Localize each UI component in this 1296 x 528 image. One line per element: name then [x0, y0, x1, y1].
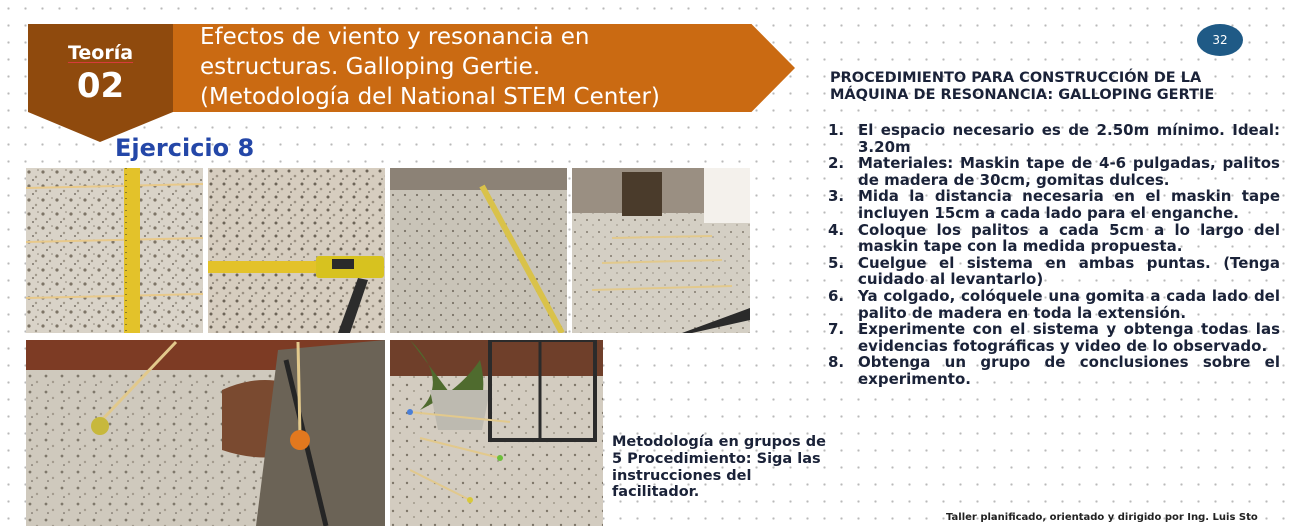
step-number: 8. — [828, 353, 845, 372]
page-number-badge: 32 — [1197, 24, 1243, 56]
step-text: Coloque los palitos a cada 5cm a lo largo del maskin tape con la medida propuesta. — [858, 220, 1280, 256]
slide-title-line-3: (Metodología del National STEM Center) — [200, 84, 660, 110]
photo-hanging-system-plant — [390, 340, 603, 526]
procedure-step — [828, 255, 1280, 288]
theory-badge-number: 02 — [76, 66, 125, 106]
slide-title — [200, 22, 770, 112]
procedure-step — [828, 222, 1280, 255]
procedure-step — [828, 122, 1280, 155]
step-text: Obtenga un grupo de conclusiones sobre el experimento. — [858, 353, 1280, 388]
photo-stick-candy-pot — [26, 340, 385, 526]
procedure-step — [828, 155, 1280, 188]
theory-badge-label: Teoría — [67, 42, 134, 64]
photo-tape-measure-closeup-image — [208, 168, 385, 333]
step-text: Mida la distancia necesaria en el maskin tape incluyen 15cm a cada lado para el enganche. — [858, 187, 1280, 222]
step-text: El espacio necesario es de 2.50m mínimo. Ideal: 3.20m — [858, 121, 1280, 156]
procedure-step — [828, 354, 1280, 387]
photo-sticks-floor-room-image — [572, 168, 750, 333]
step-text: Materiales: Maskin tape de 4-6 pulgadas, palitos de madera de 30cm, gomitas dulces. — [858, 154, 1280, 189]
photo-tape-floor-diagonal-image — [390, 168, 567, 333]
photo-sticks-floor-room — [572, 168, 750, 333]
procedure-title: PROCEDIMIENTO PARA CONSTRUCCIÓN DE LA MÁQUINA DE RESONANCIA: GALLOPING GERTIE — [830, 70, 1215, 103]
exercise-heading: Ejercicio 8 — [115, 134, 255, 162]
step-text: Experimente con el sistema y obtenga todas las evidencias fotográficas y video de lo observado. — [858, 320, 1280, 355]
step-number: 7. — [828, 320, 845, 339]
procedure-step — [828, 188, 1280, 221]
step-number: 4. — [828, 220, 845, 239]
slide-title-line-1: Efectos de viento y resonancia en — [200, 24, 590, 50]
step-number: 3. — [828, 187, 845, 206]
photo-tape-measure-closeup — [208, 168, 385, 333]
step-number: 6. — [828, 286, 845, 305]
step-number: 2. — [828, 154, 845, 173]
slide-title-line-2: estructuras. Galloping Gertie. — [200, 54, 541, 80]
photo-tape-measure-sticks-image — [26, 168, 203, 333]
step-number: 5. — [828, 253, 845, 272]
photo-tape-measure-sticks — [26, 168, 203, 333]
procedure-step — [828, 288, 1280, 321]
step-text: Cuelgue el sistema en ambas puntas. (Tenga cuidado al levantarlo) — [858, 253, 1280, 289]
photo-hanging-system-plant-image — [390, 340, 603, 526]
procedure-step — [828, 321, 1280, 354]
methodology-note: Metodología en grupos de 5 Procedimiento: Siga las instrucciones del facilitador. — [612, 434, 826, 501]
procedure-steps — [828, 122, 1280, 388]
photo-stick-candy-pot-image — [26, 340, 385, 526]
step-number: 1. — [828, 121, 845, 139]
photo-tape-floor-diagonal — [390, 168, 567, 333]
step-text: Ya colgado, colóquele una gomita a cada lado del palito de madera en toda la extensión. — [858, 286, 1280, 322]
footer-credit: Taller planificado, orientado y dirigido por Ing. Luis Sto — [946, 512, 1258, 523]
